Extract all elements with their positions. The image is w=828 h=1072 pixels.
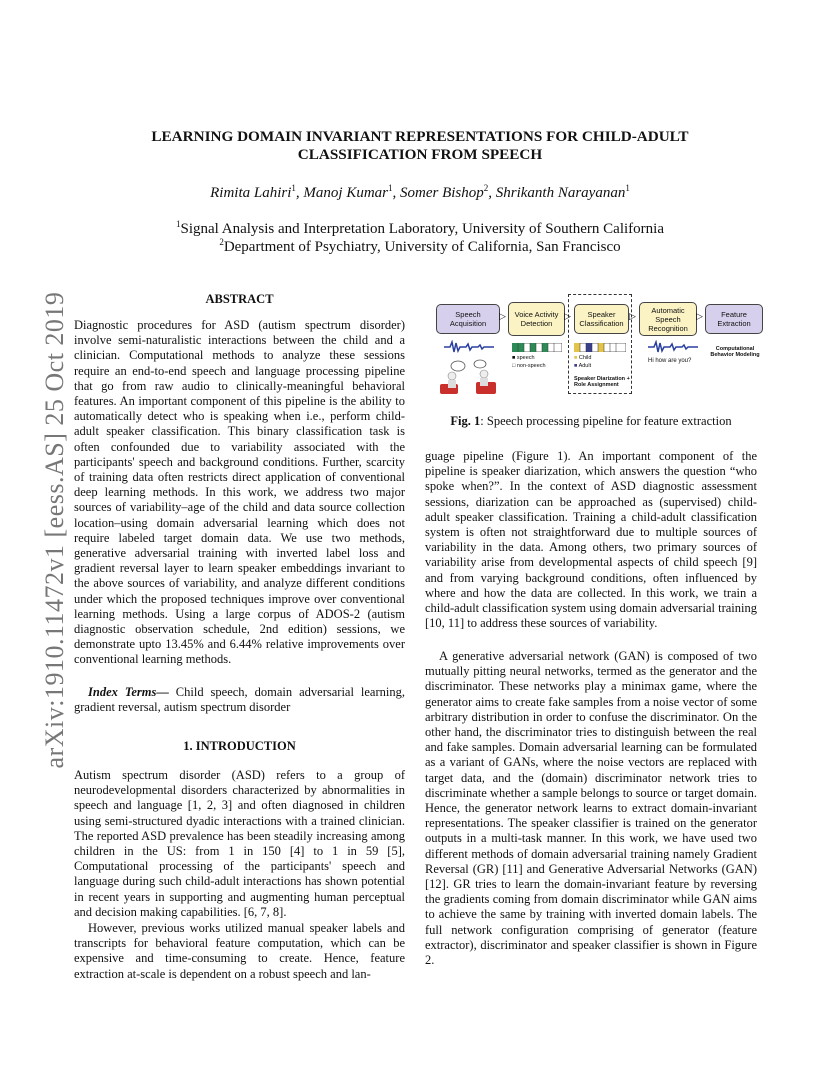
vad-segment-bar — [512, 343, 562, 352]
author-4: Shrikanth Narayanan$^1$ — [495, 183, 630, 201]
legend-non-speech: □ non-speech — [512, 363, 546, 369]
index-terms — [74, 685, 405, 715]
author-3: Somer Bishop$^2$ — [400, 183, 489, 201]
intro-paragraph-3: A generative adversarial network (GAN) is composed of two mutually pitting neural networks, termed as the generator and the discriminator. These networks play a minimax game, where the generator aims to create fake samples from a noise vector of some arbitrary distribution in order to confuse the discriminator. On the other hand, the discriminator tries to distinguish between the real and fake samples. Domain adversarial learning can be formulated as a variant of GANs, where the noise vectors are replaced with target data, and the (domain) discriminator network tries to discriminate whether a sample belongs to source or target domain. Hence, the generator network learns to extract domain-invariant representations. The speaker classifier is trained on the generator outputs in a multi-task manner. In this work, we have used two different methods of domain adversarial training namely Gradient Reversal (GR) [11] and Generative Adversarial Networks (GAN) [12]. GR tries to learn the domain-invariant feature by reversing the gradients coming from domain discriminator while GAN aims to achieve the same by training with inverted domain labels. The full network configuration comprising of generator (feature extractor), discriminator and speaker classifier is shown in Figure 2. — [425, 649, 757, 968]
figure-1 — [432, 294, 762, 400]
speaker-segment-bar — [574, 343, 626, 352]
author-2: Manoj Kumar$^1$ — [303, 183, 393, 201]
arxiv-watermark — [20, 280, 69, 780]
title-line-2: CLASSIFICATION FROM SPEECH — [297, 146, 543, 163]
legend-child: ■ Child — [574, 355, 592, 361]
index-terms-text: Child speech, domain adversarial learning, gradient reversal, autism spectrum disorder — [74, 685, 405, 715]
box-automatic-speech-recognition: Automatic Speech Recognition — [639, 302, 697, 336]
title-line-1: LEARNING DOMAIN INVARIANT REPRESENTATIONS FOR CHILD-ADULT — [151, 128, 689, 145]
intro-paragraph-1: Autism spectrum disorder (ASD) refers to a group of neurodevelopmental disorders characterized by abnormalities in speech and language [1, 2, 3] and often diagnosed in children using semi-structured dyadic interactions with a trained clinician. The reported ASD prevalence has been steadily increasing among children in the US: from 1 in 150 [4] to 1 in 59 [5], Computational processing of the participants' speech and language during such child-adult interactions has shown potential in recent years in supporting and augmenting human perceptual and decision making capabilities. [6, 7, 8]. — [74, 768, 405, 919]
abstract-body: Diagnostic procedures for ASD (autism spectrum disorder) involve semi-naturalistic interactions between the child and a clinician. Computational methods to analyze these sessions require an end-to-end speech and language processing pipeline that go from raw audio to clinically-meaningful behavioral features. An important component of this pipeline is the ability to automatically detect who is speaking when i.e., perform child-adult speaker classification. This binary classification task is often confounded due to variability associated with the participants' speech and background conditions. Further, scarcity of training data often restricts direct application of conventional deep learning methods. In this work, we address two major sources of variability–age of the child and data source collection location–using domain adversarial learning which does not require labeled target domain data. We use two methods, generative adversarial training with inverted label loss and gradient reversal layer to learn speaker embeddings invariant to the above sources of variability, and analyze different conditions under which the proposed techniques improve over conventional learning methods. Using a large corpus of ADOS-2 (autism diagnostic observation schedule, 2nd edition) sessions, we demonstrate upto 13.45% and 6.44% relative improvements over conventional learning methods. — [74, 318, 405, 667]
box-feature-extraction: Feature Extraction — [705, 304, 763, 334]
affiliation-1: $^1$Signal Analysis and Interpretation Laboratory, University of Southern California — [175, 219, 664, 237]
legend-adult: ■ Adult — [574, 363, 592, 369]
author-1: Rimita Lahiri$^1$ — [210, 183, 296, 201]
behavior-modeling-text: Computational Behavior Modeling — [710, 346, 760, 358]
arrow-icon: ▷ — [696, 311, 703, 321]
child-clinician-icon — [438, 356, 500, 398]
intro-heading: 1. INTRODUCTION — [183, 739, 296, 753]
waveform-icon — [444, 340, 494, 354]
paper-title — [100, 128, 740, 164]
index-terms-label: Index Terms— — [88, 685, 169, 699]
abstract-heading: ABSTRACT — [205, 292, 274, 306]
figure-1-caption: Fig. 1: Speech processing pipeline for feature extraction — [450, 414, 732, 428]
arrow-icon: ▷ — [629, 311, 636, 321]
waveform-icon — [648, 340, 698, 354]
asr-output-text: Hi how are you? — [648, 358, 692, 364]
legend-speech: ■ speech — [512, 355, 535, 361]
speaker-diarization-note: Speaker Diarization + Role Assignment — [574, 376, 630, 388]
intro-paragraph-2-start: However, previous works utilized manual speaker labels and transcripts for behavioral feature computation, which can be expensive and time-consuming to create. Hence, feature extraction at-scale is dependent on a robust speech and lan- — [74, 921, 405, 981]
arrow-icon: ▷ — [564, 311, 571, 321]
box-speech-acquisition: Speech Acquisition — [436, 304, 500, 334]
author-list: Rimita Lahiri$^1$, Manoj Kumar$^1$, Somer Bishop$^2$, Shrikanth Narayanan$^1$ — [210, 183, 630, 201]
box-voice-activity-detection: Voice Activity Detection — [508, 302, 565, 336]
box-speaker-classification: Speaker Classification — [574, 304, 629, 334]
arxiv-id: arXiv:1910.11472v1 [eess.AS] 25 Oct 2019 — [40, 291, 69, 769]
affiliation-2: $^2$Department of Psychiatry, University of California, San Francisco — [219, 237, 621, 255]
arrow-icon: ▷ — [499, 311, 506, 321]
intro-paragraph-2-continued: guage pipeline (Figure 1). An important component of the pipeline is speaker diarization, which answers the question “who spoke when?”. In the context of ASD diagnostic assessment sessions, diarization can be approached as (supervised) child-adult speaker classification. Training a child-adult classification system is often not straightforward due to multiple sources of variability in the data. Among others, two primary sources of variability arise from developmental aspects of child speech [9] and from varying background conditions, often influenced by where and how the data are collected. In this work, we train a child-adult classification system using domain adversarial training [10, 11] to address these sources of variability. — [425, 449, 757, 631]
